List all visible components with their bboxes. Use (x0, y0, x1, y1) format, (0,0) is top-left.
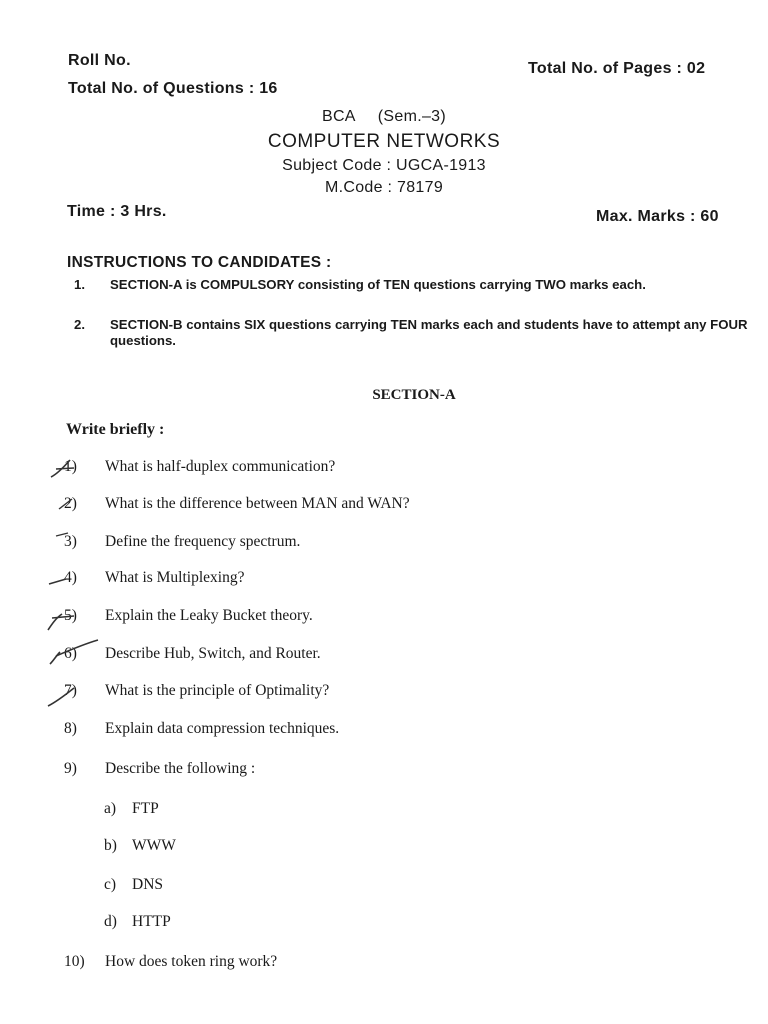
subject-title: COMPUTER NETWORKS (267, 131, 501, 152)
question-number: 5) (64, 607, 77, 624)
sub-question-text: WWW (132, 837, 176, 854)
instruction-number: 2. (74, 317, 85, 332)
question-text: Describe the following : (105, 760, 256, 777)
question-text: What is the difference between MAN and WAN? (105, 495, 410, 512)
question-number: 2) (64, 495, 77, 512)
pencil-tick-mark (46, 568, 74, 590)
question-text: What is the principle of Optimality? (105, 682, 330, 699)
section-lead-text: Write briefly : (66, 421, 165, 438)
pencil-tick-mark (46, 638, 102, 668)
instruction-text: SECTION-A is COMPULSORY consisting of TEN questions carrying TWO marks each. (110, 277, 646, 292)
sub-question-letter: d) (104, 913, 117, 930)
instruction-item (74, 277, 750, 311)
question-number: 9) (64, 760, 77, 777)
question-text: What is half-duplex communication? (105, 458, 336, 475)
question-text: What is Multiplexing? (105, 569, 245, 586)
question-text: Explain the Leaky Bucket theory. (105, 607, 313, 624)
question-number: 8) (64, 720, 77, 737)
total-pages: Total No. of Pages : 02 (528, 60, 706, 77)
question-text: How does token ring work? (105, 953, 278, 970)
instruction-item (74, 317, 750, 351)
pencil-tick-mark (52, 530, 74, 552)
sub-question-letter: c) (104, 876, 117, 893)
course-line (0, 108, 768, 126)
sub-question-letter: b) (104, 837, 117, 854)
sub-question-text: HTTP (132, 913, 171, 930)
sub-question-letter: a) (104, 800, 117, 817)
question-text: Describe Hub, Switch, and Router. (105, 645, 321, 662)
question-number: 6) (64, 645, 77, 662)
total-questions: Total No. of Questions : 16 (68, 80, 278, 97)
question-text: Define the frequency spectrum. (105, 533, 301, 550)
instruction-text: SECTION-B contains SIX questions carrying TEN marks each and students have to attempt any FOUR questions. (110, 317, 748, 348)
sub-question-text: FTP (132, 800, 159, 817)
pencil-tick-mark (56, 493, 76, 515)
question-number: 4) (64, 569, 77, 586)
semester: (Sem.–3) (377, 108, 446, 125)
question-number: 1) (64, 458, 77, 475)
roll-number-label: Roll No. (68, 52, 131, 69)
pencil-tick-mark (44, 606, 78, 634)
sub-question-text: DNS (132, 876, 164, 893)
exam-time: Time : 3 Hrs. (67, 203, 167, 220)
m-code: M.Code : 78179 (324, 179, 444, 196)
subject-code: Subject Code : UGCA-1913 (282, 157, 486, 174)
question-number: 3) (64, 533, 77, 550)
question-number: 7) (64, 682, 77, 699)
instruction-number: 1. (74, 277, 85, 292)
pencil-tick-mark (48, 456, 78, 482)
question-number: 10) (64, 953, 85, 970)
program-name: BCA (321, 108, 356, 125)
section-a-heading: SECTION-A (372, 387, 456, 403)
pencil-tick-mark (44, 680, 84, 710)
instructions-heading: INSTRUCTIONS TO CANDIDATES : (67, 254, 332, 271)
question-text: Explain data compression techniques. (105, 720, 340, 737)
max-marks: Max. Marks : 60 (596, 208, 719, 225)
